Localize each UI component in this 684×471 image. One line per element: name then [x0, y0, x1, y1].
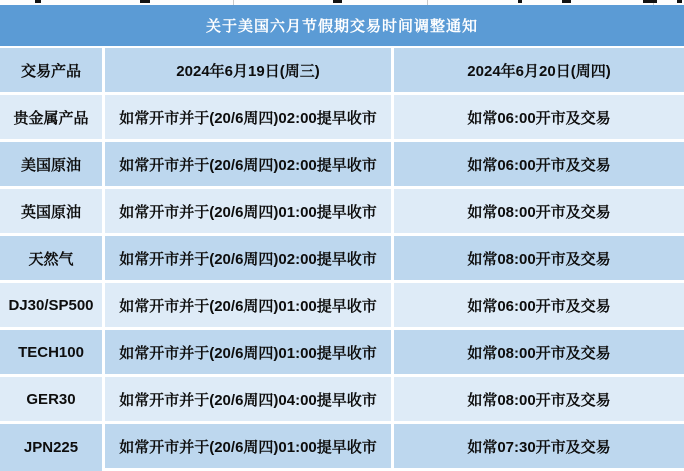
thursday-cell: 如常08:00开市及交易	[394, 330, 684, 377]
text-fragment	[35, 0, 41, 3]
header-wednesday: 2024年6月19日(周三)	[105, 48, 394, 95]
text-fragment	[562, 0, 571, 3]
product-cell: 英国原油	[0, 189, 105, 236]
wednesday-cell: 如常开市并于(20/6周四)01:00提早收市	[105, 189, 394, 236]
wednesday-cell: 如常开市并于(20/6周四)01:00提早收市	[105, 424, 394, 471]
text-fragment	[643, 0, 657, 3]
thursday-cell: 如常08:00开市及交易	[394, 189, 684, 236]
product-cell: JPN225	[0, 424, 105, 471]
wednesday-cell: 如常开市并于(20/6周四)01:00提早收市	[105, 283, 394, 330]
header-product: 交易产品	[0, 48, 105, 95]
thursday-cell: 如常07:30开市及交易	[394, 424, 684, 471]
thursday-cell: 如常08:00开市及交易	[394, 236, 684, 283]
text-fragment	[140, 0, 150, 3]
product-cell: 天然气	[0, 236, 105, 283]
product-cell: GER30	[0, 377, 105, 424]
notice-title: 关于美国六月节假期交易时间调整通知	[205, 18, 478, 35]
table-row	[0, 236, 684, 283]
title-bar	[0, 5, 684, 46]
table-row	[0, 424, 684, 471]
thursday-cell: 如常06:00开市及交易	[394, 142, 684, 189]
trading-hours-table	[0, 48, 684, 471]
product-cell: TECH100	[0, 330, 105, 377]
text-fragment	[333, 0, 342, 3]
wednesday-cell: 如常开市并于(20/6周四)01:00提早收市	[105, 330, 394, 377]
wednesday-cell: 如常开市并于(20/6周四)04:00提早收市	[105, 377, 394, 424]
product-cell: 美国原油	[0, 142, 105, 189]
table-row	[0, 330, 684, 377]
table-row	[0, 283, 684, 330]
text-fragment	[518, 0, 522, 3]
table-row	[0, 377, 684, 424]
product-cell: 贵金属产品	[0, 95, 105, 142]
table-header-row	[0, 48, 684, 95]
wednesday-cell: 如常开市并于(20/6周四)02:00提早收市	[105, 142, 394, 189]
text-fragment	[677, 0, 682, 3]
table-row	[0, 189, 684, 236]
table-row	[0, 142, 684, 189]
product-cell: DJ30/SP500	[0, 283, 105, 330]
thursday-cell: 如常06:00开市及交易	[394, 95, 684, 142]
wednesday-cell: 如常开市并于(20/6周四)02:00提早收市	[105, 236, 394, 283]
wednesday-cell: 如常开市并于(20/6周四)02:00提早收市	[105, 95, 394, 142]
table-row	[0, 95, 684, 142]
header-thursday: 2024年6月20日(周四)	[394, 48, 684, 95]
thursday-cell: 如常06:00开市及交易	[394, 283, 684, 330]
thursday-cell: 如常08:00开市及交易	[394, 377, 684, 424]
